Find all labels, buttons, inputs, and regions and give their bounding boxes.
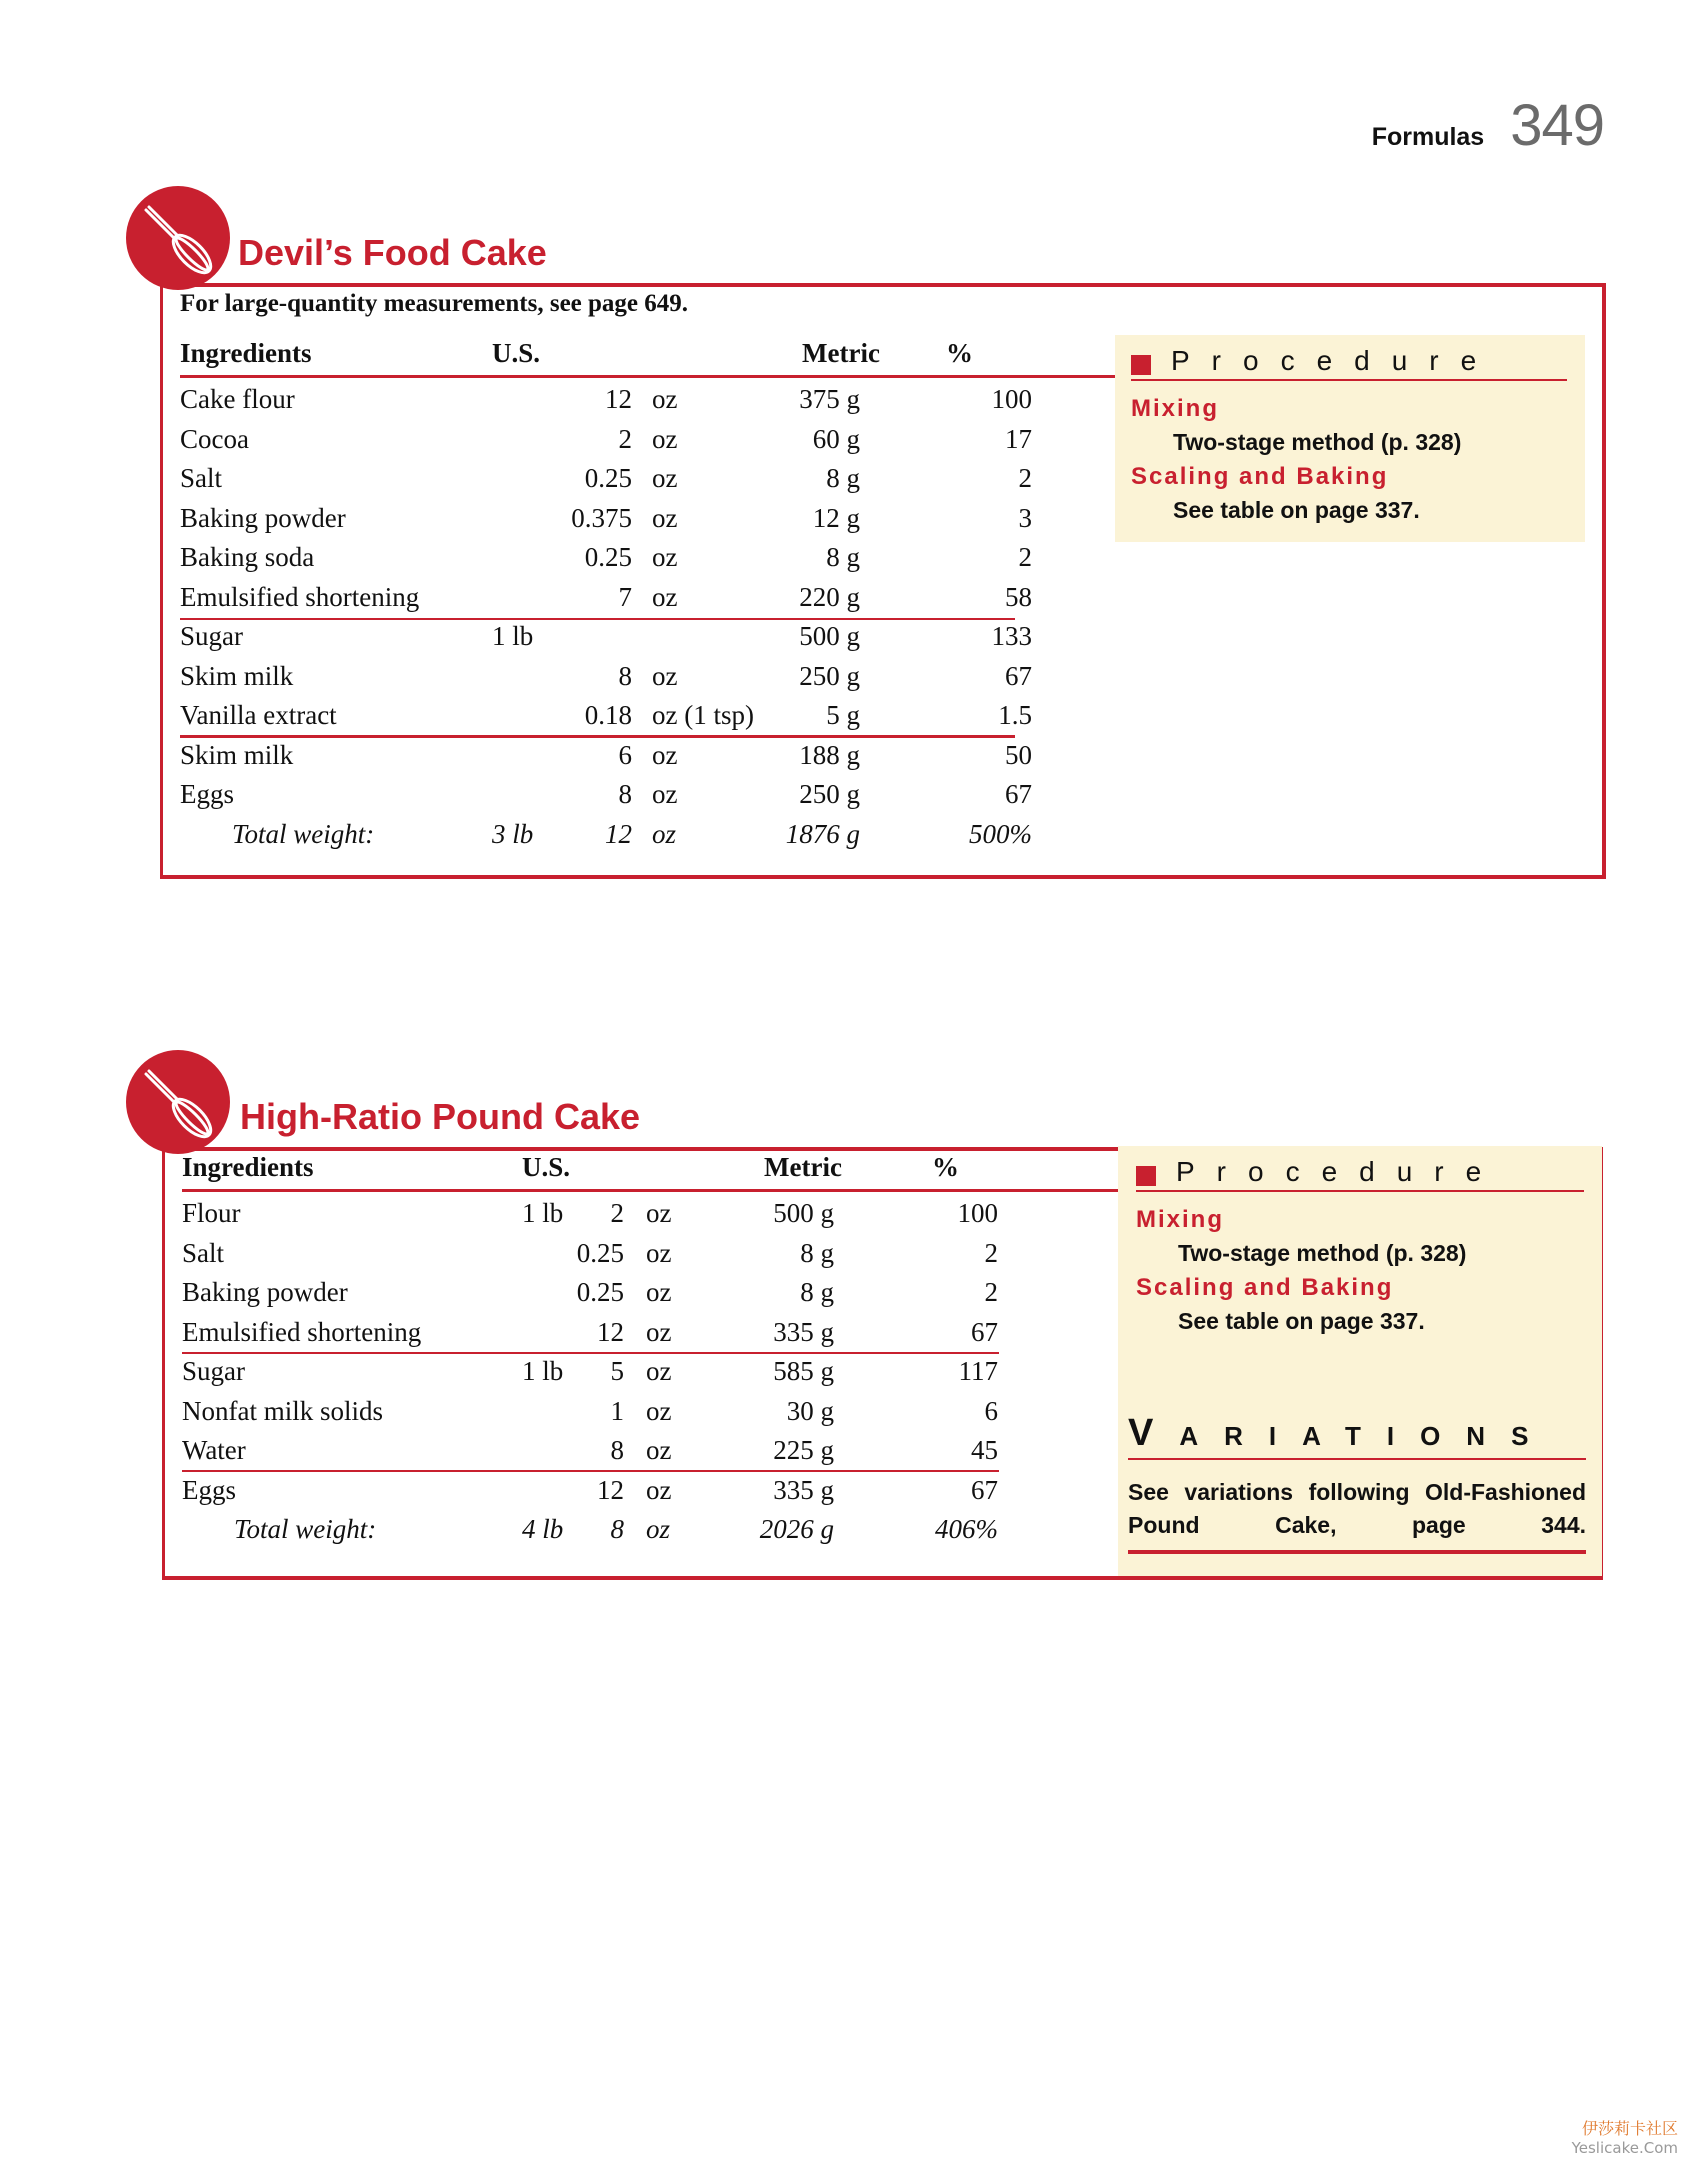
metric-amount: 60 g <box>812 423 860 454</box>
ingredient-name: Skim milk <box>180 739 294 770</box>
column-metric: Metric <box>802 338 880 368</box>
ingredient-name: Baking powder <box>180 502 346 533</box>
ingredient-name: Nonfat milk solids <box>182 1395 383 1426</box>
us-unit: oz <box>652 818 677 849</box>
group-rule <box>182 1470 999 1472</box>
whisk-icon <box>126 186 230 290</box>
metric-amount: 335 g <box>773 1316 834 1347</box>
procedure-heading: Procedure <box>1171 345 1499 376</box>
column-percent: % <box>946 338 973 368</box>
percent-value: 67 <box>971 1316 998 1347</box>
group-rule <box>180 735 1015 738</box>
ingredient-name: Skim milk <box>180 660 294 691</box>
us-unit: oz <box>652 463 678 493</box>
ingredient-name: Salt <box>182 1237 225 1268</box>
us-unit: oz <box>646 1474 672 1505</box>
percent-value: 45 <box>971 1435 998 1465</box>
quantity-note: For large-quantity measurements, see page 649. <box>180 290 689 317</box>
ingredient-name: Cake flour <box>180 384 295 414</box>
column-percent: % <box>932 1152 959 1182</box>
watermark-cn: 伊莎莉卡社区 <box>1581 2119 1678 2138</box>
section-name: Formulas <box>1371 123 1485 151</box>
percent-value: 67 <box>971 1474 998 1505</box>
table-row <box>180 503 1140 542</box>
table-row <box>180 621 1140 660</box>
total-row <box>180 819 1140 858</box>
percent-value: 2 <box>1018 542 1032 572</box>
procedure-box <box>1115 335 1585 542</box>
metric-amount: 8 g <box>800 1277 834 1307</box>
table-header <box>182 1152 1122 1191</box>
us-amount: 12 <box>597 1316 624 1347</box>
metric-amount: 5 g <box>826 700 860 730</box>
metric-amount: 500 g <box>799 621 860 651</box>
us-unit: oz <box>646 1435 672 1465</box>
us-unit: oz <box>652 739 678 770</box>
ingredient-name: Eggs <box>180 779 234 809</box>
us-amount: 8 <box>618 660 632 691</box>
table-row <box>180 384 1140 423</box>
us-unit: oz <box>652 581 678 612</box>
us-amount: 12 <box>597 1474 624 1505</box>
us-unit: oz <box>646 1356 672 1386</box>
ingredient-name: Sugar <box>182 1356 245 1386</box>
us-pounds: 4 lb <box>522 1514 564 1544</box>
variations-text: See variations following Old-Fashioned Pound Cake, page 344. <box>1128 1479 1586 1538</box>
column-us: U.S. <box>522 1152 571 1182</box>
ingredient-name: Water <box>182 1435 246 1465</box>
table-row <box>180 424 1140 463</box>
us-amount: 1 <box>610 1395 624 1426</box>
us-amount: 7 <box>618 581 632 612</box>
percent-value: 100 <box>991 384 1032 414</box>
metric-amount: 220 g <box>799 581 860 612</box>
percent-value: 6 <box>984 1395 998 1426</box>
table-row <box>182 1396 1122 1435</box>
us-amount: 0.25 <box>576 1277 624 1307</box>
metric-amount: 335 g <box>773 1474 834 1505</box>
procedure-heading: Procedure <box>1176 1156 1504 1187</box>
us-amount: 2 <box>618 423 632 454</box>
us-pounds: 3 lb <box>492 818 534 849</box>
procedure-rule <box>1131 379 1567 381</box>
procedure-marker <box>1136 1166 1156 1186</box>
group-rule <box>182 1352 999 1354</box>
metric-amount: 2026 g <box>759 1514 834 1544</box>
procedure-rule <box>1136 1190 1584 1192</box>
variations-heading: VARIATIONS <box>1128 1412 1555 1454</box>
table-row <box>182 1435 1122 1474</box>
us-amount: 6 <box>618 739 632 770</box>
column-ingredients: Ingredients <box>180 338 312 368</box>
percent-value: 67 <box>1005 660 1032 691</box>
header-rule <box>182 1189 1118 1192</box>
us-pounds: 1 lb <box>522 1198 564 1228</box>
variations-rule <box>1128 1458 1586 1460</box>
percent-value: 406% <box>935 1514 998 1544</box>
metric-amount: 12 g <box>812 502 860 533</box>
metric-amount: 1876 g <box>785 818 860 849</box>
mixing-label: Mixing <box>1136 1206 1224 1233</box>
column-metric: Metric <box>764 1152 842 1182</box>
us-amount: 5 <box>610 1356 624 1386</box>
watermark-en: Yeslicake.Com <box>1571 2139 1678 2157</box>
percent-value: 2 <box>984 1277 998 1307</box>
table-row <box>182 1277 1122 1316</box>
us-pounds: 1 lb <box>522 1356 564 1386</box>
table-row <box>180 700 1140 739</box>
metric-amount: 188 g <box>799 739 860 770</box>
ingredient-name: Vanilla extract <box>180 700 337 730</box>
column-ingredients: Ingredients <box>182 1152 314 1182</box>
table-row <box>182 1475 1122 1514</box>
running-header <box>1372 92 1604 159</box>
us-unit: oz (1 tsp) <box>652 700 754 730</box>
metric-amount: 8 g <box>826 542 860 572</box>
scaling-text: See table on page 337. <box>1173 497 1420 523</box>
group-rule <box>180 618 1015 620</box>
percent-value: 58 <box>1005 581 1032 612</box>
us-unit: oz <box>646 1277 672 1307</box>
scaling-text: See table on page 337. <box>1178 1308 1425 1334</box>
percent-value: 3 <box>1018 502 1032 533</box>
metric-amount: 8 g <box>800 1237 834 1268</box>
mixing-text: Two-stage method (p. 328) <box>1178 1240 1467 1266</box>
ingredient-name: Emulsified shortening <box>180 581 420 612</box>
us-amount: 8 <box>610 1514 624 1544</box>
ingredient-name: Sugar <box>180 621 243 651</box>
total-label: Total weight: <box>234 1514 377 1544</box>
ingredient-name: Baking powder <box>182 1277 348 1307</box>
table-row <box>180 661 1140 700</box>
us-unit: oz <box>652 660 678 691</box>
percent-value: 50 <box>1005 739 1032 770</box>
us-amount: 2 <box>610 1198 624 1228</box>
recipe-title: High-Ratio Pound Cake <box>240 1096 641 1137</box>
us-amount: 0.18 <box>584 700 632 730</box>
us-unit: oz <box>646 1395 672 1426</box>
ingredient-name: Salt <box>180 463 223 493</box>
us-amount: 0.375 <box>571 502 632 533</box>
ingredient-name: Cocoa <box>180 423 249 454</box>
us-unit: oz <box>652 779 678 809</box>
whisk-icon <box>126 1050 230 1154</box>
scaling-label: Scaling and Baking <box>1131 463 1389 490</box>
table-header <box>180 338 1140 377</box>
metric-amount: 585 g <box>773 1356 834 1386</box>
percent-value: 117 <box>958 1356 998 1386</box>
recipe-title: Devil’s Food Cake <box>238 232 547 273</box>
percent-value: 1.5 <box>998 700 1032 730</box>
us-unit: oz <box>646 1316 672 1347</box>
metric-amount: 375 g <box>799 384 860 414</box>
page-number: 349 <box>1510 93 1604 158</box>
metric-amount: 250 g <box>799 660 860 691</box>
mixing-label: Mixing <box>1131 395 1219 422</box>
scaling-label: Scaling and Baking <box>1136 1274 1394 1301</box>
procedure-box <box>1118 1146 1602 1576</box>
us-amount: 12 <box>605 818 632 849</box>
ingredient-name: Eggs <box>182 1474 236 1505</box>
ingredient-name: Baking soda <box>180 542 315 572</box>
percent-value: 2 <box>1018 463 1032 493</box>
us-amount: 8 <box>618 779 632 809</box>
procedure-marker <box>1131 355 1151 375</box>
us-unit: oz <box>646 1514 671 1544</box>
us-unit: oz <box>652 423 678 454</box>
table-row <box>182 1356 1122 1395</box>
us-pounds: 1 lb <box>492 621 534 651</box>
metric-amount: 30 g <box>786 1395 834 1426</box>
percent-value: 500% <box>969 818 1032 849</box>
total-label: Total weight: <box>232 818 375 849</box>
table-row <box>180 542 1140 581</box>
header-rule <box>180 375 1115 378</box>
percent-value: 17 <box>1005 423 1032 454</box>
column-us: U.S. <box>492 338 541 368</box>
metric-amount: 500 g <box>773 1198 834 1228</box>
table-row <box>182 1238 1122 1277</box>
percent-value: 100 <box>957 1198 998 1228</box>
watermark <box>1572 2116 1678 2157</box>
us-unit: oz <box>646 1198 672 1228</box>
ingredient-name: Flour <box>182 1198 241 1228</box>
percent-value: 133 <box>991 621 1032 651</box>
metric-amount: 8 g <box>826 463 860 493</box>
metric-amount: 225 g <box>773 1435 834 1465</box>
ingredient-name: Emulsified shortening <box>182 1316 422 1347</box>
table-row <box>180 582 1140 621</box>
us-unit: oz <box>652 502 678 533</box>
us-unit: oz <box>652 384 678 414</box>
table-row <box>180 779 1140 818</box>
table-row <box>182 1317 1122 1356</box>
us-amount: 0.25 <box>584 542 632 572</box>
percent-value: 2 <box>984 1237 998 1268</box>
metric-amount: 250 g <box>799 779 860 809</box>
table-row <box>180 740 1140 779</box>
us-unit: oz <box>652 542 678 572</box>
table-row <box>180 463 1140 502</box>
variations-bottom-rule <box>1128 1550 1586 1554</box>
total-row <box>182 1514 1122 1553</box>
us-unit: oz <box>646 1237 672 1268</box>
us-amount: 0.25 <box>576 1237 624 1268</box>
us-amount: 0.25 <box>584 463 632 493</box>
table-row <box>182 1198 1122 1237</box>
us-amount: 12 <box>605 384 632 414</box>
mixing-text: Two-stage method (p. 328) <box>1173 429 1462 455</box>
us-amount: 8 <box>610 1435 624 1465</box>
percent-value: 67 <box>1005 779 1032 809</box>
